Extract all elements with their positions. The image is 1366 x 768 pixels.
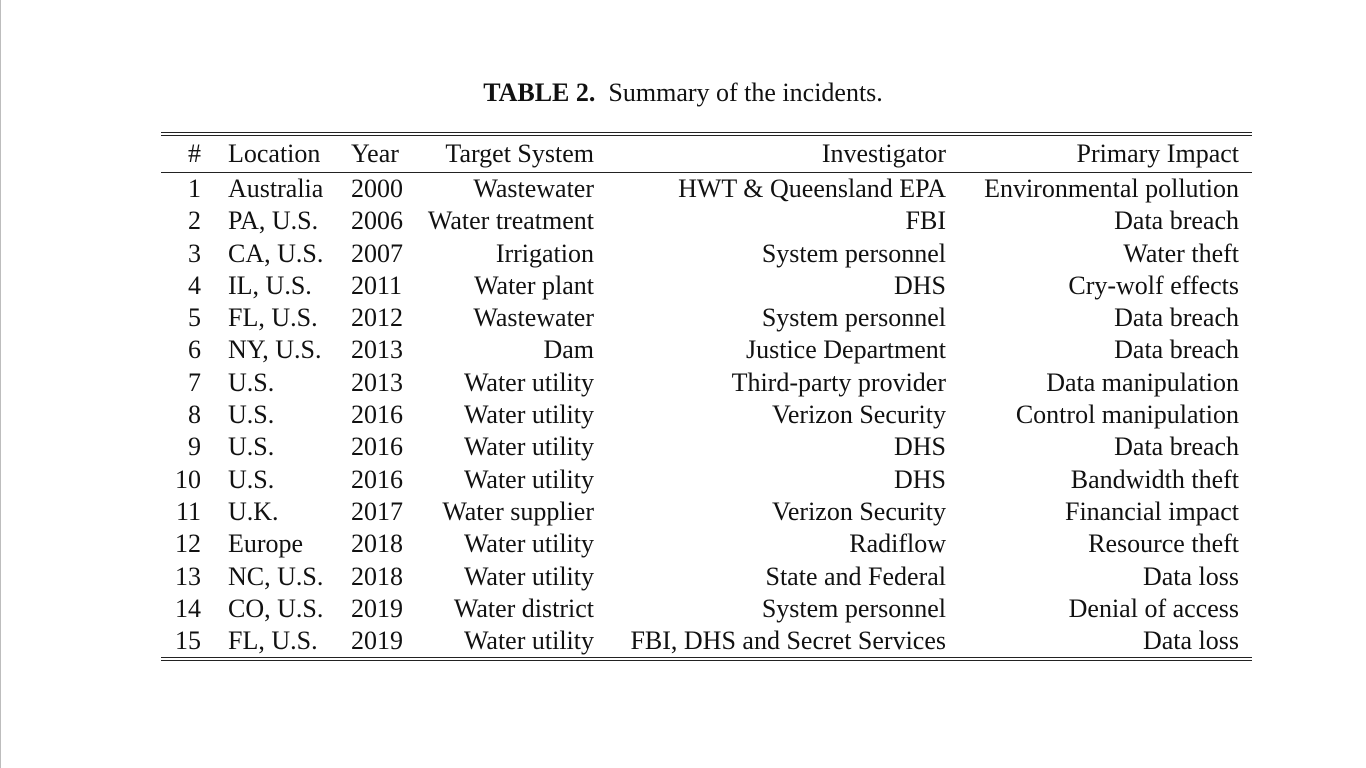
caption-text: Summary of the incidents.: [608, 78, 883, 107]
table-row: [161, 528, 1252, 560]
cell-primary-impact: Data breach: [1114, 432, 1239, 462]
header-investigator: Investigator: [821, 139, 946, 168]
cell-investigator: Verizon Security: [771, 400, 946, 430]
cell-year: 2016: [351, 400, 403, 430]
cell-year: 2006: [351, 206, 403, 236]
cell-primary-impact: Data manipulation: [1046, 367, 1239, 397]
cell-location: CO, U.S.: [228, 593, 324, 623]
cell-location: U.S.: [228, 400, 275, 430]
cell-year: 2000: [351, 174, 403, 203]
cell-year: 2007: [351, 238, 403, 268]
cell-location: U.K.: [228, 496, 279, 526]
cell-number: 13: [175, 561, 201, 591]
cell-target-system: Water utility: [463, 626, 594, 656]
table-row: [161, 399, 1252, 431]
cell-primary-impact: Financial impact: [1064, 496, 1239, 526]
cell-investigator: Justice Department: [746, 335, 946, 365]
cell-investigator: Third-party provider: [731, 367, 946, 397]
cell-location: U.S.: [228, 432, 275, 462]
table-row: [161, 561, 1252, 593]
cell-number: 10: [175, 464, 201, 494]
cell-year: 2018: [351, 529, 403, 559]
cell-primary-impact: Denial of access: [1068, 593, 1239, 623]
cell-investigator: FBI, DHS and Secret Services: [630, 626, 946, 656]
table-row: [161, 238, 1252, 270]
cell-location: FL, U.S.: [228, 303, 318, 333]
caption-label: TABLE 2.: [483, 78, 596, 107]
cell-number: 8: [188, 400, 201, 430]
cell-year: 2016: [351, 432, 403, 462]
header-number: #: [188, 139, 201, 168]
cell-primary-impact: Bandwidth theft: [1070, 464, 1239, 494]
header-location: Location: [228, 139, 321, 168]
cell-primary-impact: Data loss: [1142, 626, 1239, 656]
cell-number: 9: [188, 432, 201, 462]
cell-location: FL, U.S.: [228, 626, 318, 656]
cell-number: 6: [188, 335, 201, 365]
cell-target-system: Water utility: [463, 561, 594, 591]
cell-year: 2019: [351, 593, 403, 623]
cell-location: U.S.: [228, 464, 275, 494]
cell-primary-impact: Cry-wolf effects: [1068, 270, 1239, 300]
cell-target-system: Wastewater: [473, 174, 594, 203]
header-row: [161, 136, 1252, 172]
cell-primary-impact: Data breach: [1114, 303, 1239, 333]
cell-year: 2013: [351, 335, 403, 365]
bottom-rule: [161, 657, 1252, 661]
cell-investigator: HWT & Queensland EPA: [678, 174, 946, 203]
cell-investigator: System personnel: [761, 238, 946, 268]
cell-number: 2: [188, 206, 201, 236]
header-primary-impact: Primary Impact: [1076, 139, 1239, 168]
cell-location: Europe: [228, 529, 304, 559]
cell-investigator: State and Federal: [765, 561, 946, 591]
cell-investigator: Verizon Security: [771, 496, 946, 526]
cell-target-system: Water supplier: [442, 496, 594, 526]
incidents-table: [161, 136, 1252, 657]
table-row: [161, 302, 1252, 334]
cell-target-system: Water plant: [474, 270, 594, 300]
incidents-table-container: [161, 132, 1252, 661]
cell-year: 2016: [351, 464, 403, 494]
cell-year: 2011: [351, 270, 403, 300]
cell-target-system: Water utility: [463, 367, 594, 397]
cell-primary-impact: Data breach: [1114, 206, 1239, 236]
cell-target-system: Water treatment: [427, 206, 594, 236]
cell-primary-impact: Resource theft: [1088, 529, 1239, 559]
cell-investigator: DHS: [893, 270, 946, 300]
cell-number: 4: [188, 270, 201, 300]
cell-investigator: DHS: [893, 464, 946, 494]
cell-primary-impact: Environmental pollution: [984, 174, 1239, 203]
cell-target-system: Dam: [543, 335, 594, 365]
cell-location: Australia: [228, 174, 324, 203]
cell-target-system: Water utility: [463, 400, 594, 430]
cell-target-system: Irrigation: [495, 238, 594, 268]
cell-number: 15: [175, 626, 201, 656]
cell-location: NY, U.S.: [228, 335, 322, 365]
cell-primary-impact: Data loss: [1142, 561, 1239, 591]
cell-location: IL, U.S.: [228, 270, 312, 300]
cell-primary-impact: Data breach: [1114, 335, 1239, 365]
table-row: [161, 496, 1252, 528]
cell-number: 14: [175, 593, 201, 623]
cell-number: 1: [188, 174, 201, 203]
table-row: [161, 431, 1252, 463]
cell-number: 3: [188, 238, 201, 268]
cell-location: U.S.: [228, 367, 275, 397]
cell-target-system: Wastewater: [473, 303, 594, 333]
table-row: [161, 205, 1252, 237]
cell-target-system: Water utility: [463, 432, 594, 462]
table-caption: [0, 76, 1366, 110]
cell-number: 7: [188, 367, 201, 397]
cell-location: PA, U.S.: [228, 206, 319, 236]
cell-investigator: FBI: [905, 206, 946, 236]
table-row: [161, 270, 1252, 302]
header-target-system: Target System: [445, 139, 594, 168]
cell-year: 2019: [351, 626, 403, 656]
cell-year: 2012: [351, 303, 403, 333]
cell-target-system: Water utility: [463, 464, 594, 494]
table-row: [161, 464, 1252, 496]
cell-target-system: Water district: [453, 593, 594, 623]
cell-investigator: DHS: [893, 432, 946, 462]
cell-location: CA, U.S.: [228, 238, 324, 268]
table-row: [161, 625, 1252, 657]
table-row: [161, 334, 1252, 366]
page-edge: [0, 0, 1, 768]
cell-target-system: Water utility: [463, 529, 594, 559]
cell-primary-impact: Control manipulation: [1015, 400, 1239, 430]
header-year: Year: [351, 139, 399, 168]
cell-primary-impact: Water theft: [1123, 238, 1239, 268]
cell-investigator: System personnel: [761, 593, 946, 623]
cell-investigator: Radiflow: [849, 529, 946, 559]
cell-location: NC, U.S.: [228, 561, 324, 591]
table-row: [161, 593, 1252, 625]
cell-year: 2013: [351, 367, 403, 397]
cell-investigator: System personnel: [761, 303, 946, 333]
cell-number: 5: [188, 303, 201, 333]
cell-year: 2017: [351, 496, 403, 526]
cell-year: 2018: [351, 561, 403, 591]
cell-number: 11: [175, 496, 201, 526]
table-row: [161, 367, 1252, 399]
cell-number: 12: [175, 529, 201, 559]
table-row: [161, 173, 1252, 205]
